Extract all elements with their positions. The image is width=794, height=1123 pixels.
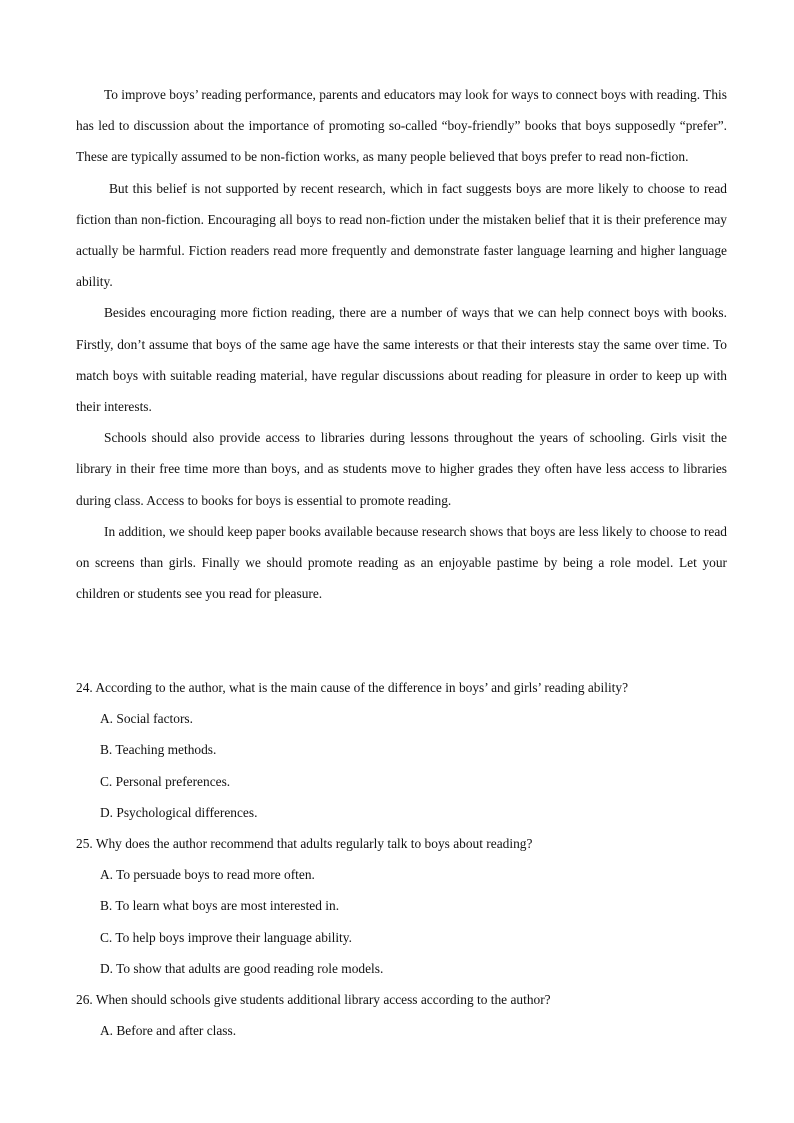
passage-paragraph: Schools should also provide access to libraries during lessons throughout the years of schooling. Girls visit the library in their free time more than boys, and as students move to higher grades they often have less access to libraries during class. Access to books for boys is essential to promote reading. [76,430,727,508]
passage-paragraph: Besides encouraging more fiction reading, there are a number of ways that we can help connect boys with books. Firstly, don’t assume that boys of the same age have the same interests or that their interests stay the same over time. To match boys with suitable reading material, have regular discussions about reading for pleasure in order to keep up with their interests. [76,305,727,415]
question-stem: 24. According to the author, what is the main cause of the difference in boys’ and girls’ reading ability? [76,680,629,695]
passage-paragraph: To improve boys’ reading performance, parents and educators may look for ways to connect boys with reading. This has led to discussion about the importance of promoting so-called “boy-friendly” books that boys supposedly “prefer”. These are typically assumed to be non-fiction works, as many people believed that boys prefer to read non-fiction. [76,87,727,165]
reading-passage [76,79,727,609]
option-c: C. Personal preferences. [100,773,231,789]
question-stem: 26. When should schools give students additional library access according to the author? [76,992,551,1008]
option-a: A. Before and after class. [100,1023,237,1039]
option-a: A. To persuade boys to read more often. [100,867,315,883]
option-b: B. To learn what boys are most interested in. [100,898,340,914]
question-26 [76,984,727,1046]
question-24 [76,672,727,828]
option-d: D. To show that adults are good reading role models. [100,960,384,976]
passage-paragraph: But this belief is not supported by recent research, which in fact suggests boys are more likely to choose to read fiction than non-fiction. Encouraging all boys to read non-fiction under the mistaken belief that it is their preference may actually be harmful. Fiction readers read more frequently and demonstrate faster language learning and higher language ability. [76,180,727,290]
option-a: A. Social factors. [100,711,193,727]
option-c: C. To help boys improve their language ability. [100,929,352,945]
question-list [76,672,727,1046]
option-d: D. Psychological differences. [100,804,258,820]
option-b: B. Teaching methods. [100,742,217,758]
passage-paragraph: In addition, we should keep paper books available because research shows that boys are less likely to choose to read on screens than girls. Finally we should promote reading as an enjoyable pastime by being a role model. Let your children or students see you read for pleasure. [76,523,727,602]
question-stem: 25. Why does the author recommend that adults regularly talk to boys about reading? [76,836,533,852]
question-25 [76,828,727,984]
